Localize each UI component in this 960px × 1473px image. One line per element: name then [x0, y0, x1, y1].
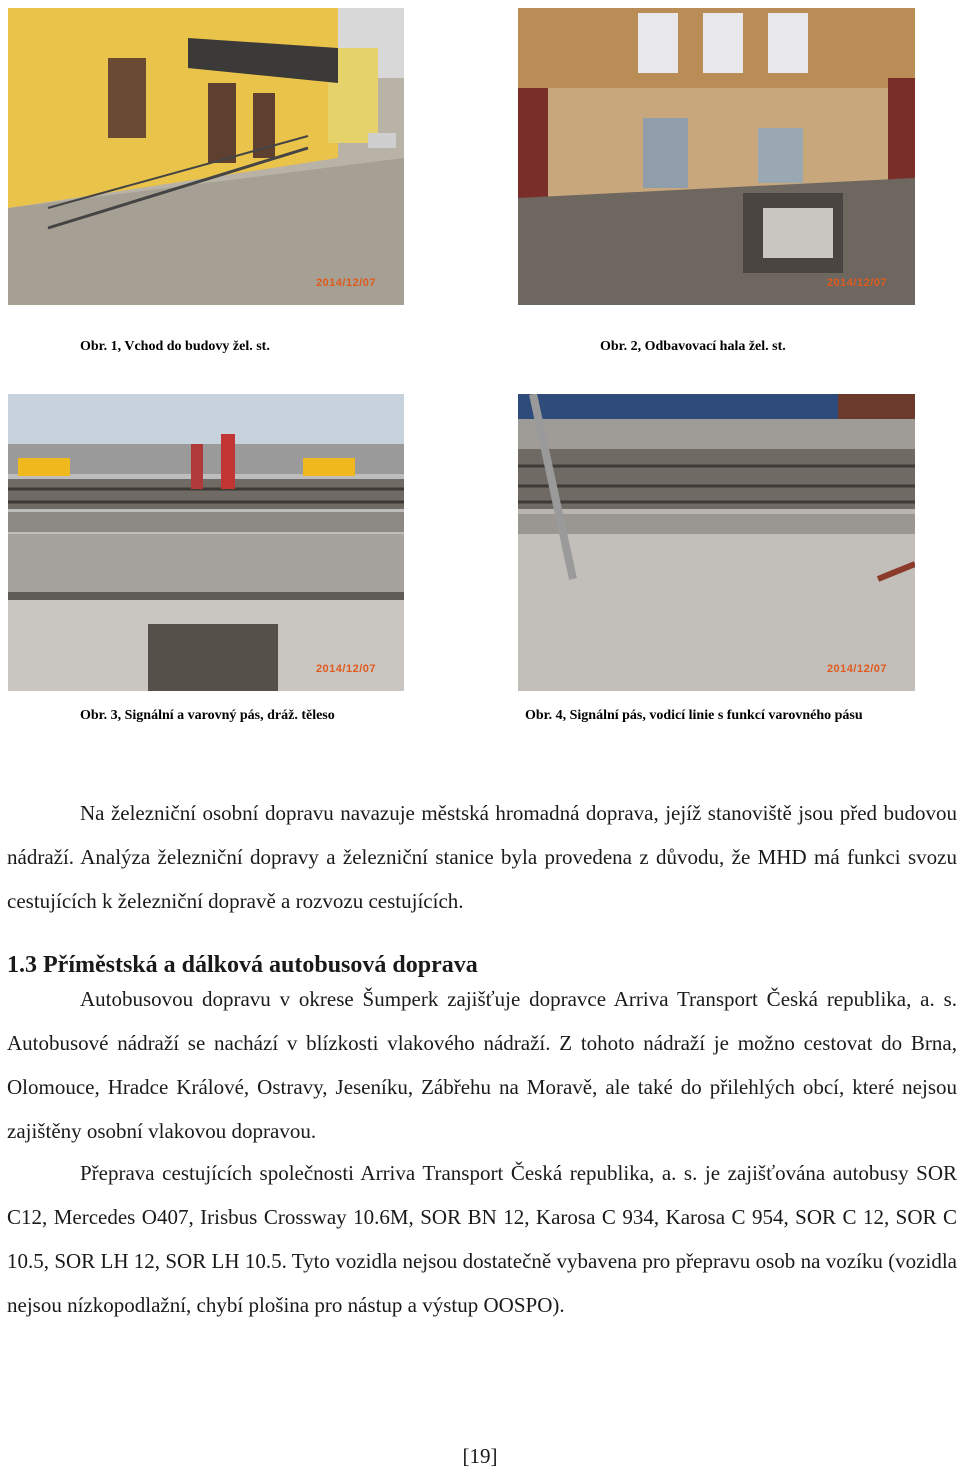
paragraph-text: Na železniční osobní dopravu navazuje městská hromadná doprava, jejíž stanoviště jsou před budovou nádraží. Analýza železniční dopravy a železniční stanice byla provedena z důvodu, že MHD má funkci svozu cestujících k železniční dopravě a rozvozu cestujících.	[7, 801, 957, 913]
photo-date-stamp: 2014/12/07	[826, 663, 887, 675]
photo-caption-4: Obr. 4, Signální pás, vodicí linie s funkcí varovného pásu	[525, 708, 863, 723]
paragraph-text: Přeprava cestujících společnosti Arriva Transport Česká republika, a. s. je zajišťována autobusy SOR C12, Mercedes O407, Irisbus Crossway 10.6M, SOR BN 12, Karosa C 934, Karosa C 954, SOR C 12, SOR C 10.5, SOR LH 12, SOR LH 10.5. Tyto vozidla nejsou dostatečně vybavena pro přepravu osob na vozíku (vozidla nejsou nízkopodlažní, chybí plošina pro nástup a výstup OOSPO).	[7, 1161, 957, 1317]
photo-caption-3: Obr. 3, Signální a varovný pás, dráž. těleso	[80, 708, 335, 723]
photo-date-stamp: 2014/12/07	[315, 277, 376, 289]
photo-station-entrance	[8, 8, 404, 305]
photo-platform-warning-strip	[8, 394, 404, 691]
paragraph-mhd	[7, 791, 957, 923]
paragraph-text: Autobusovou dopravu v okrese Šumperk zajišťuje dopravce Arriva Transport Česká republika, a. s. Autobusové nádraží se nachází v blízkosti vlakového nádraží. Z tohoto nádraží je možno cestovat do Brna, Olomouce, Hradce Králové, Ostravy, Jeseníku, Zábřehu na Moravě, ale také do přilehlých obcí, které nejsou zajištěny osobní vlakovou dopravou.	[7, 987, 957, 1143]
photo-date-stamp: 2014/12/07	[315, 663, 376, 675]
photo-caption-2: Obr. 2, Odbavovací hala žel. st.	[600, 339, 786, 354]
paragraph-bus-fleet	[7, 1151, 957, 1327]
photo-date-stamp: 2014/12/07	[826, 277, 887, 289]
photo-departure-hall	[518, 8, 915, 305]
section-heading: 1.3 Příměstská a dálková autobusová doprava	[7, 952, 478, 978]
photo-caption-1: Obr. 1, Vchod do budovy žel. st.	[80, 339, 270, 354]
photo-platform-guiding-line	[518, 394, 915, 691]
paragraph-bus-service	[7, 977, 957, 1153]
page-number: [19]	[462, 1444, 498, 1468]
